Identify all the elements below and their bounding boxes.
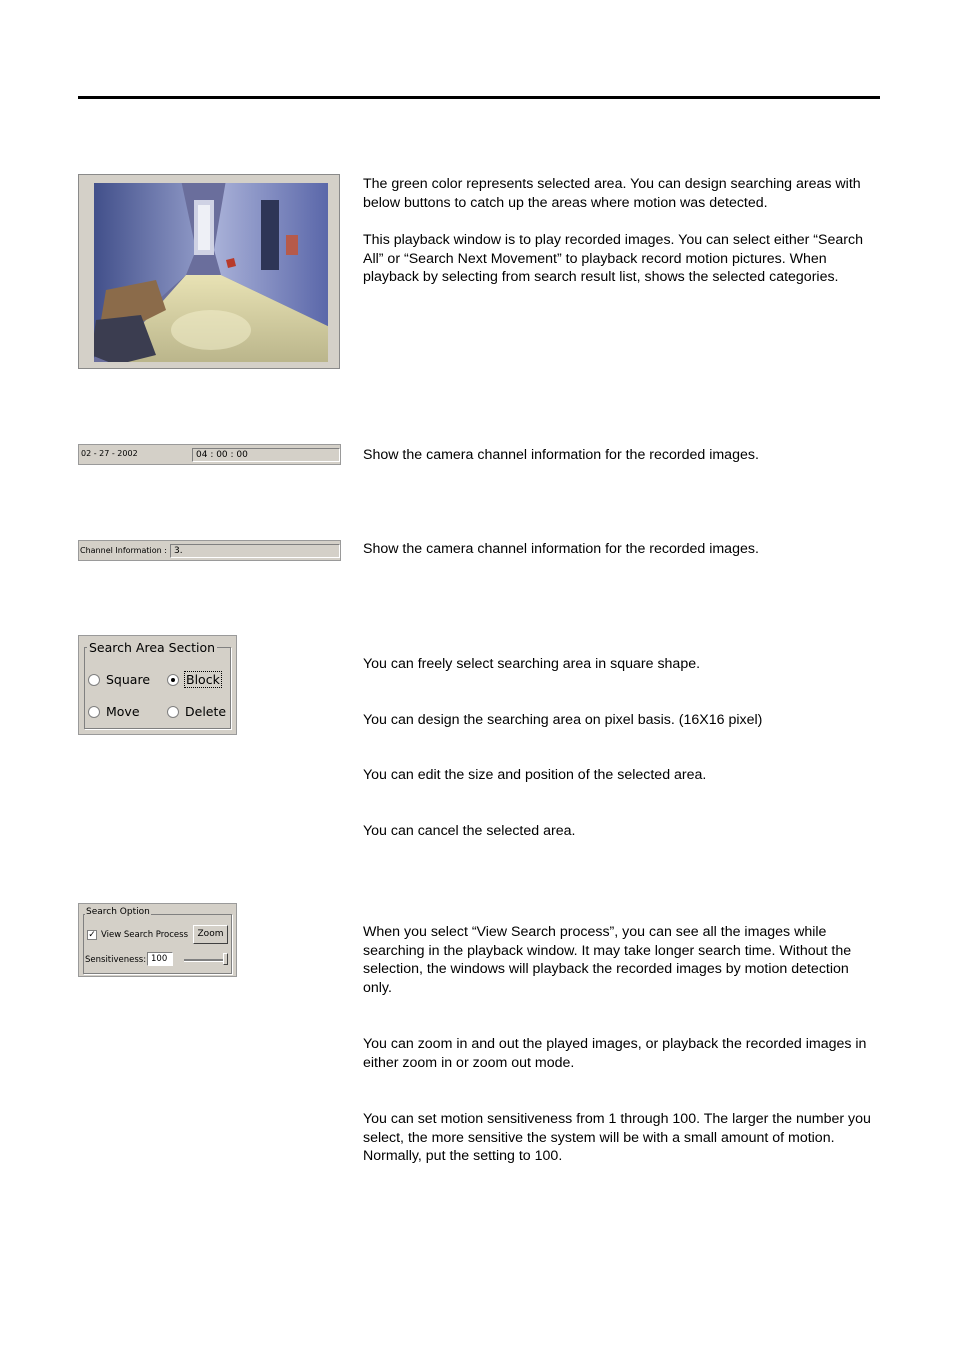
view-search-process-label: View Search Process bbox=[101, 930, 189, 940]
playback-description-1: The green color represents selected area. You can design searching areas with below buttons to catch up the areas where motion was detected. bbox=[363, 176, 861, 211]
radio-square-label: Square bbox=[106, 672, 151, 687]
search-area-section bbox=[78, 635, 237, 735]
radio-move-indicator[interactable] bbox=[88, 706, 100, 718]
radio-block[interactable] bbox=[167, 672, 221, 687]
playback-description-2: This playback window is to play recorded images. You can select either “Search All” or “Search Next Movement” to playback record motion pictures. When playback by selecting from search result list, shows the selected categories. bbox=[363, 232, 863, 286]
radio-move-label: Move bbox=[106, 704, 140, 719]
sensitiveness-slider-thumb[interactable] bbox=[223, 953, 228, 965]
block-description: You can design the searching area on pixel basis. (16X16 pixel) bbox=[363, 712, 763, 728]
radio-delete-indicator[interactable] bbox=[167, 706, 179, 718]
view-search-process-checkbox[interactable]: ✓ bbox=[88, 930, 96, 940]
radio-square-indicator[interactable] bbox=[88, 674, 100, 686]
datetime-bar bbox=[78, 444, 341, 465]
radio-move[interactable] bbox=[88, 704, 140, 719]
radio-delete[interactable] bbox=[167, 704, 226, 719]
sensitiveness-label: Sensitiveness: bbox=[85, 955, 147, 965]
channel-label: Channel Information : bbox=[80, 546, 167, 555]
sensitiveness-field[interactable]: 100 bbox=[147, 952, 173, 966]
zoom-button[interactable]: Zoom bbox=[193, 925, 228, 944]
radio-delete-label: Delete bbox=[185, 704, 227, 719]
delete-description: You can cancel the selected area. bbox=[363, 823, 576, 839]
move-description: You can edit the size and position of the selected area. bbox=[363, 767, 707, 783]
search-area-title: Search Area Section bbox=[89, 640, 216, 655]
search-option-title: Search Option bbox=[86, 907, 150, 917]
channel-bar bbox=[78, 540, 341, 561]
view-process-description: When you select “View Search process”, you can see all the images while searching in the playback window. It may take longer search time. Without the selection, the windows will playback the recorded images by motion detection only. bbox=[363, 924, 852, 996]
date-display: 02 - 27 - 2002 bbox=[81, 449, 138, 458]
radio-square[interactable] bbox=[88, 672, 150, 687]
channel-description: Show the camera channel information for the recorded images. bbox=[363, 541, 759, 557]
radio-block-label: Block bbox=[186, 672, 220, 687]
header-rule bbox=[78, 96, 880, 99]
playback-image bbox=[86, 180, 336, 365]
square-description: You can freely select searching area in square shape. bbox=[363, 656, 701, 672]
channel-field[interactable]: 3. bbox=[170, 544, 340, 558]
datetime-description: Show the camera channel information for the recorded images. bbox=[363, 447, 759, 463]
time-field[interactable]: 04 : 00 : 00 bbox=[192, 448, 340, 462]
zoom-description: You can zoom in and out the played images, or playback the recorded images in either zoom in or zoom out mode. bbox=[363, 1036, 867, 1071]
sensitiveness-description: You can set motion sensitiveness from 1 through 100. The larger the number you select, the more sensitive the system will be with a small amount of motion. Normally, put the setting to 100. bbox=[363, 1111, 871, 1165]
radio-block-indicator[interactable] bbox=[167, 674, 179, 686]
playback-window[interactable] bbox=[78, 174, 340, 369]
sensitiveness-slider-track[interactable] bbox=[184, 959, 228, 962]
search-option-section bbox=[78, 903, 237, 977]
